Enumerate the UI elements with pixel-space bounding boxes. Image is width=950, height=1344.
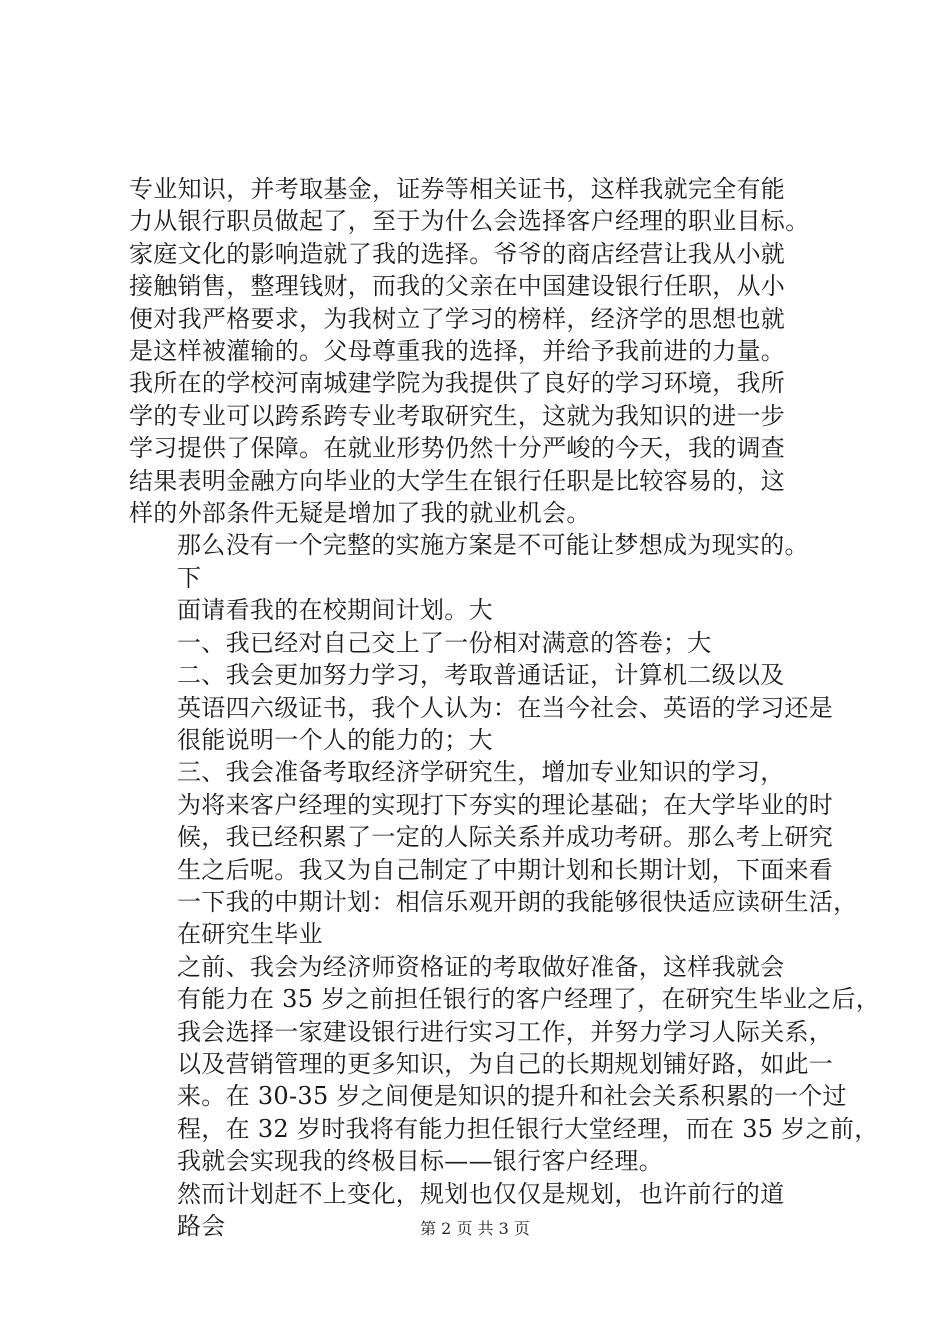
paragraph (129, 594, 834, 626)
text-line: 以及营销管理的更多知识，为自己的长期规划铺好路，如此一 (177, 1049, 834, 1078)
text-line: 接触销售，整理钱财，而我的父亲在中国建设银行任职，从小 (129, 272, 786, 301)
text-line: 面请看我的在校期间计划。大 (177, 596, 493, 625)
text-line: 我会选择一家建设银行进行实习工作，并努力学习人际关系， (177, 1017, 834, 1046)
text-line: 学的专业可以跨系跨专业考取研究生，这就为我知识的进一步 (129, 401, 786, 430)
text-line: 生之后呢。我又为自己制定了中期计划和长期计划，下面来看 (177, 855, 834, 884)
text-line: 我所在的学校河南城建学院为我提供了良好的学习环境，我所 (129, 369, 786, 398)
text-line: 为将来客户经理的实现打下夯实的理论基础；在大学毕业的时 (177, 790, 834, 819)
text-line: 一、我已经对自己交上了一份相对满意的答卷；大 (177, 628, 712, 657)
text-line: 我就会实现我的终极目标——银行客户经理。 (177, 1147, 663, 1176)
text-line: 下 (177, 563, 202, 592)
text-line: 一下我的中期计划：相信乐观开朗的我能够很快适应读研生活， (177, 887, 858, 916)
text-line: 英语四六级证书，我个人认为：在当今社会、英语的学习还是 (177, 693, 834, 722)
text-line: 路会 (177, 1212, 226, 1240)
paragraph (129, 627, 834, 659)
paragraph (129, 951, 881, 1178)
text-line: 力从银行职员做起了，至于为什么会选择客户经理的职业目标。 (129, 207, 810, 236)
text-line: 候，我已经积累了一定的人际关系并成功考研。那么考上研究 (177, 823, 834, 852)
paragraph (129, 756, 858, 950)
text-line: 专业知识，并考取基金，证券等相关证书，这样我就完全有能 (129, 175, 786, 203)
paragraph (129, 529, 834, 594)
text-line: 在研究生毕业 (177, 920, 323, 949)
text-line: 是这样被灌输的。父母尊重我的选择，并给予我前进的力量。 (129, 337, 786, 366)
text-line: 有能力在 35 岁之前担任银行的客户经理了，在研究生毕业之后， (177, 985, 881, 1014)
text-line: 结果表明金融方向毕业的大学生在银行任职是比较容易的，这 (129, 466, 786, 495)
paragraph (129, 659, 834, 756)
text-line: 三、我会准备考取经济学研究生，增加专业知识的学习， (177, 758, 785, 787)
text-line: 之前、我会为经济师资格证的考取做好准备，这样我就会 (177, 952, 785, 981)
paragraph (129, 173, 834, 529)
document-body (129, 173, 881, 1242)
text-line: 然而计划赶不上变化，规划也仅仅是规划，也许前行的道 (177, 1179, 785, 1208)
text-line: 程，在 32 岁时我将有能力担任银行大堂经理，而在 35 岁之前， (177, 1114, 879, 1143)
text-line: 便对我严格要求，为我树立了学习的榜样，经济学的思想也就 (129, 304, 786, 333)
text-line: 二、我会更加努力学习，考取普通话证，计算机二级以及 (177, 661, 785, 690)
text-line: 学习提供了保障。在就业形势仍然十分严峻的今天，我的调查 (129, 434, 786, 463)
text-line: 来。在 30-35 岁之间便是知识的提升和社会关系积累的一个过 (177, 1082, 847, 1111)
text-line: 很能说明一个人的能力的；大 (177, 725, 493, 754)
text-line: 那么没有一个完整的实施方案是不可能让梦想成为现实的。 (177, 531, 809, 560)
page-footer: 第 2 页 共 3 页 (420, 1219, 530, 1238)
text-line: 家庭文化的影响造就了我的选择。爷爷的商店经营让我从小就 (129, 239, 786, 268)
text-line: 样的外部条件无疑是增加了我的就业机会。 (129, 499, 591, 528)
